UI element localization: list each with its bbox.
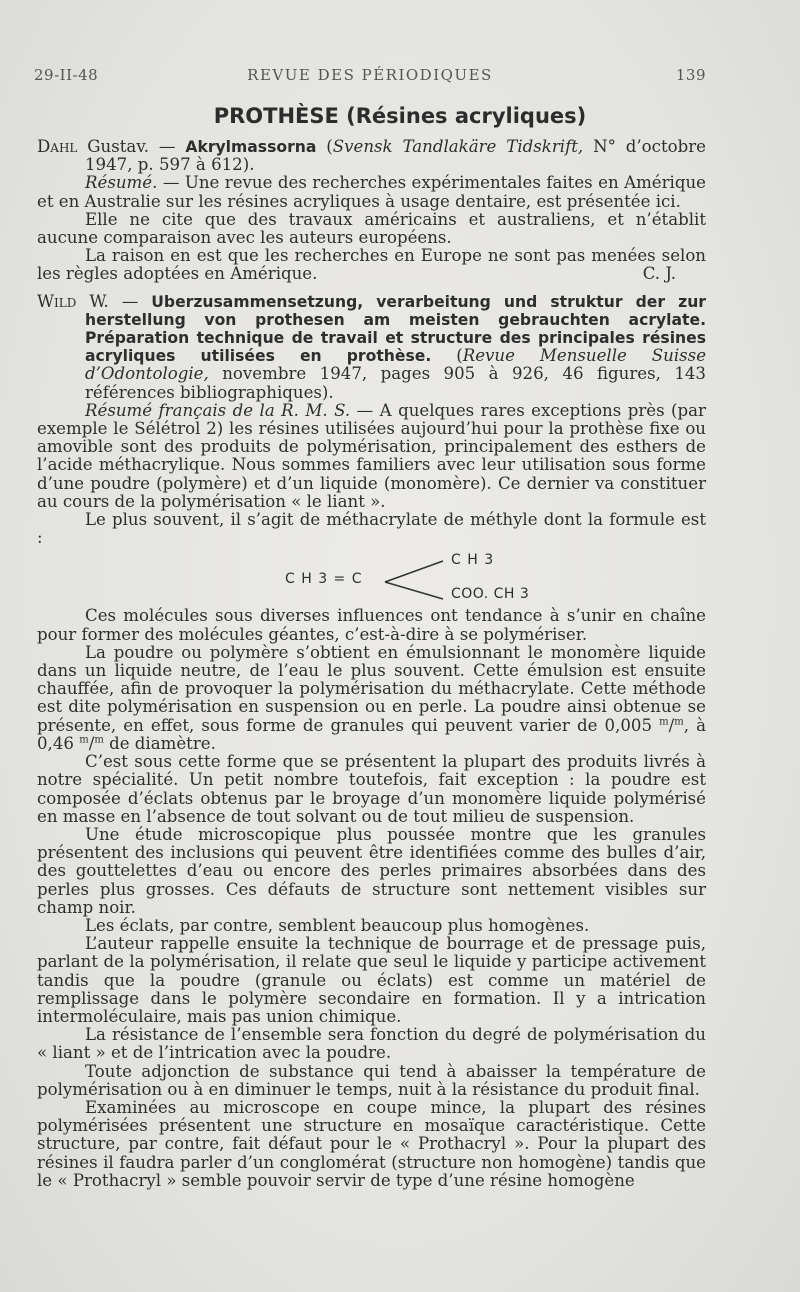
paragraph-powder-a: La poudre ou polymère s’obtient en émulsionnant le monomère liquide dans un liquide neutre, de l’eau le plus souvent. Cette émulsion est ensuite chauffée, afin de provoquer la polymérisation du méthacrylate. Cette méthode est dite polymérisation en suspension ou en perle. La poudre ainsi obtenue se présente, en effet, sous forme de granules qui peuvent varier de 0,005 bbox=[37, 642, 706, 735]
running-head bbox=[34, 66, 706, 86]
entry2-author-rest: W. — bbox=[76, 291, 152, 311]
entry1-initials: C. J. bbox=[642, 264, 676, 284]
paragraph-eclats: Les éclats, par contre, semblent beaucoup plus homogènes. bbox=[85, 915, 590, 935]
paragraph-examinees: Examinées au microscope en coupe mince, la plupart des résines polymérisées présentent une structure en mosaïque caractéristique. Cette structure, par contre, fait défaut pour le « Prothacryl ». Pour la plupart des résines il faudra parler d’un conglomérat (structure non homogène) tandis que le « Prothacryl » semble pouvoir servir de type d’une résine homogène bbox=[37, 1097, 706, 1190]
paragraph-powder bbox=[37, 644, 706, 753]
formula-intro: Le plus souvent, il s’agit de méthacrylate de méthyle dont la formule est : bbox=[37, 510, 706, 548]
article-body bbox=[37, 138, 706, 1190]
unit-m-2: m bbox=[674, 716, 684, 728]
entry1-paragraph-last-text: La raison en est que les recherches en Europe ne sont pas menées selon les règles adoptées en Amérique. bbox=[37, 246, 706, 284]
entry2-summary bbox=[37, 402, 706, 511]
formula-top: C H 3 bbox=[451, 552, 495, 569]
entry1-source-details: N° d’octobre 1947, p. 597 à 612). bbox=[85, 137, 706, 175]
entry2-summary-text: — A quelques rares exceptions près (par exemple le Sélétrol 2) les résines utilisées aujourd’hui pour la prothèse fixe ou amovible sont des produits de polymérisation, principalement des esthers de l’acide méthacrylique. Nous sommes familiers avec leur utilisation sous forme d’une poudre (polymère) et d’un liquide (monomère). Ce dernier va constituer au cours de la polymérisation « le liant ». bbox=[37, 400, 706, 511]
entry2-citation bbox=[37, 293, 706, 402]
entry1-paragraph: Elle ne cite que des travaux américains et australiens, et n’établit aucune comparaison avec les auteurs européens. bbox=[37, 209, 706, 248]
entry1-summary-label: Résumé. bbox=[85, 173, 158, 193]
paragraph-powder-c: de diamètre. bbox=[103, 733, 216, 753]
page-number: 139 bbox=[675, 66, 706, 84]
formula-bottom: COO. CH 3 bbox=[451, 586, 530, 603]
entry1-summary-text: — Une revue des recherches expérimentales faites en Amérique et en Australie sur les résines acryliques à usage dentaire, est présentée ici. bbox=[37, 173, 706, 211]
paragraph-resistance: La résistance de l’ensemble sera fonction du degré de polymérisation du « liant » et de l’intrication avec la poudre. bbox=[37, 1025, 706, 1063]
paragraph-adjonction: Toute adjonction de substance qui tend à abaisser la température de polymérisation ou à en diminuer le temps, nuit à la résistance du produit final. bbox=[37, 1061, 706, 1099]
unit-slash-2: / bbox=[88, 733, 95, 753]
bond-fork-icon bbox=[381, 555, 447, 603]
paragraph-microscopic: Une étude microscopique plus poussée montre que les granules présentent des inclusions qui peuvent être identifiées comme des bulles d’air, des gouttelettes d’eau ou encore des perles primaires absorbées dans des perles plus grosses. Ces défauts de structure sont nettement visibles sur champ noir. bbox=[37, 824, 706, 917]
entry1-title: Akrylmassorna bbox=[185, 138, 317, 156]
entry1-source-open: ( bbox=[316, 137, 333, 156]
unit-slash-1: / bbox=[668, 715, 675, 735]
unit-m-3: m bbox=[79, 734, 89, 746]
entry2-journal: Revue Mensuelle Suisse d’Odontologie, bbox=[85, 346, 707, 384]
paragraph-author-technique: L’auteur rappelle ensuite la technique de bourrage et de pressage puis, parlant de la polymérisation, il relate que seul le liquide y participe activement tandis que la poudre (granule ou éclats) est comme un matériel de remplissage dans le polymère secondaire en formation. Il y a intrication intermoléculaire, mais pas union chimique. bbox=[37, 934, 706, 1026]
entry2-title: Uberzusammensetzung, verarbeitung und struktur der zur herstellung von prothesen am meisten gebrauchten acrylate. Préparation technique de travail et structure des principales résines acryliques utilisées en prothèse. bbox=[85, 292, 707, 366]
entry1-author-rest: Gustav. — bbox=[77, 137, 186, 156]
section-title: PROTHÈSE (Résines acryliques) bbox=[213, 104, 587, 128]
entry2-source-open: ( bbox=[431, 346, 463, 366]
entry2-summary-label: Résumé français de la R. M. S. bbox=[85, 400, 351, 420]
running-head-date: 29-II-48 bbox=[34, 66, 99, 84]
paragraph-powder-b: , à 0,46 bbox=[37, 715, 706, 753]
entry2-source-details: novembre 1947, pages 905 à 926, 46 figures, 143 références bibliographiques). bbox=[85, 364, 706, 402]
paragraph-form: C’est sous cette forme que se présentent la plupart des produits livrés à notre spécialité. Un petit nombre toutefois, fait exception : la poudre est composée d’éclats obtenus par le broyage d’un monomère liquide polymérisé en masse en l’absence de tout solvant ou de tout milieu de suspension. bbox=[37, 752, 706, 826]
entry1-author: Dahl bbox=[37, 137, 78, 156]
running-head-journal: REVUE DES PÉRIODIQUES bbox=[247, 66, 493, 84]
unit-m-4: m bbox=[94, 734, 104, 746]
formula-left: C H 3 = C bbox=[285, 571, 363, 588]
chemical-formula bbox=[37, 551, 706, 605]
entry1-journal: Svensk Tandlakäre Tidskrift, bbox=[332, 137, 584, 156]
entry1-summary bbox=[37, 174, 706, 210]
entry2-author: Wild bbox=[37, 291, 77, 311]
entry1-paragraph-last bbox=[37, 247, 706, 283]
unit-m-1: m bbox=[659, 716, 669, 728]
paragraph-chain: Ces molécules sous diverses influences ont tendance à s’unir en chaîne pour former des molécules géantes, c’est-à-dire à se polymériser. bbox=[37, 606, 706, 644]
entry1-citation bbox=[37, 138, 706, 174]
